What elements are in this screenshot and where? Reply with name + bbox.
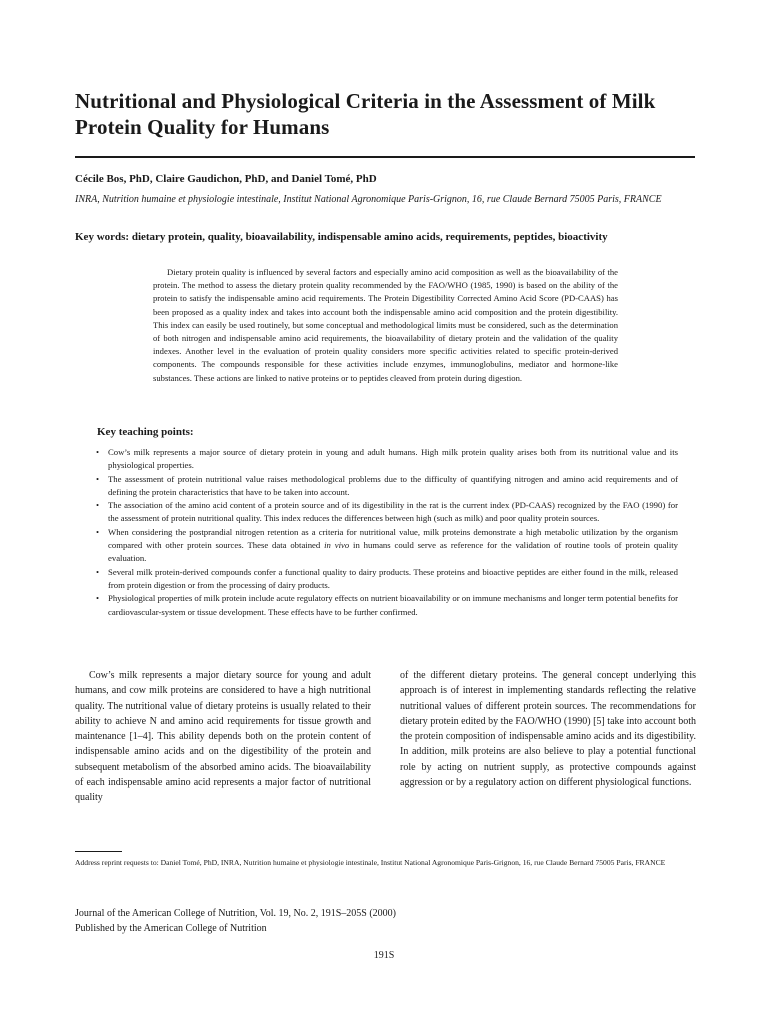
teaching-point [96, 526, 678, 566]
body-left-column: Cow’s milk represents a major dietary source for young and adult humans, and cow milk proteins are considered to have a high nutritional quality. The nutritional value of dietary proteins is usually related to their ability to achieve N and amino acid requirements for tissue growth and maintenance [1–4]. This ability depends both on the protein content of indispensable amino acids and on the digestibility of the protein and subsequent metabolism of the absorbed amino acids. The bioavailability of each indispensable amino acid represents a major factor of nutritional quality [75, 670, 371, 804]
bullet-icon: • [96, 566, 100, 577]
teaching-point-italic: in vivo [324, 540, 350, 551]
author-list: Cécile Bos, PhD, Claire Gaudichon, PhD, and Daniel Tomé, PhD [75, 173, 377, 185]
keywords: Key words: dietary protein, quality, bioavailability, indispensable amino acids, requirements, peptides, bioactivity [75, 231, 608, 243]
bullet-icon: • [96, 447, 100, 457]
publisher-line: Published by the American College of Nutrition [75, 923, 267, 934]
teaching-point [96, 446, 678, 473]
teaching-points-list [96, 446, 678, 619]
teaching-point-text-b: in humans could serve as reference for the validation of routine tools of protein quality evaluation. [108, 540, 678, 564]
teaching-point-text: Several milk protein-derived compounds confer a functional quality to dairy products. These proteins and bioactive peptides are either found in the milk, released from protein digestion or from the processing of dairy products. [108, 566, 678, 590]
teaching-points-heading: Key teaching points: [97, 426, 194, 438]
teaching-point [96, 592, 678, 619]
body-right-column: of the different dietary proteins. The general concept underlying this approach is of interest in implementing standards reflecting the relative nutritional values of different protein sources. The recommendations for dietary protein edited by the FAO/WHO (1990) [5] take into account both the protein composition of indispensable amino acids and its digestibility. In addition, milk proteins are also believe to play a potential functional role by acting on nutrient supply, as protective compounds against aggression or by a regulatory action on different physiological functions. [400, 670, 696, 789]
page-number: 191S [373, 950, 395, 961]
journal-citation [75, 906, 396, 936]
teaching-point-text: The assessment of protein nutritional value raises methodological problems due to the difficulty of quantifying nitrogen and amino acid requirements and of defining the protein characteristics that have to be taken into account. [108, 473, 678, 497]
teaching-point-text-a: When considering the postprandial nitrogen retention as a criteria for nutritional value, milk proteins demonstrate a high metabolic utilization by the organism compared with other protein sources. These data obtained [108, 526, 678, 551]
bullet-icon: • [96, 500, 100, 511]
footnote: Address reprint requests to: Daniel Tomé, PhD, INRA, Nutrition humaine et physiologie intestinale, Institut National Agronomique Paris-Grignon, 16, rue Claude Bernard 75005 Paris, FRANCE [75, 858, 666, 867]
article-title: Nutritional and Physiological Criteria in the Assessment of Milk Protein Quality for Humans [75, 89, 656, 139]
teaching-point [96, 473, 678, 500]
teaching-point [96, 566, 678, 593]
bullet-icon: • [96, 593, 100, 604]
teaching-point-text: Physiological properties of milk protein include acute regulatory effects on nutrient bioavailability or on immune mechanisms and longer term potential benefits for cardiovascular-system or tissue development. These effects have to be further confirmed. [108, 593, 678, 617]
teaching-point-text: The association of the amino acid content of a protein source and of its digestibility in the rat is the current index (PD-CAAS) recognized by the FAO (1990) for the assessment of protein nutritional quality. This index reduces the differences between high (such as milk) and poor quality protein sources. [108, 500, 678, 524]
bullet-icon: • [96, 526, 100, 537]
title-rule [75, 156, 695, 158]
abstract: Dietary protein quality is influenced by several factors and especially amino acid composition as well as the bioavailability of the protein. The method to assess the dietary protein quality recommended by the FAO/WHO (1985, 1990) is based on the ability of the protein to satisfy the indispensable amino acid requirements. The Protein Digestibility Corrected Amino Acid Score (PD-CAAS) has been proposed as a quality index and takes into account both the indispensable amino acid composition and the protein digestibility. This index can easily be used routinely, but some conceptual and methodological limits must be considered, such as the determination of both nitrogen and indispensable amino acid requirements, the bioavailability of dietary protein and the validation of the quality indexes. Another level in the evaluation of protein quality considers more specific activities related to specific protein-derived components. The compounds responsible for these activities include enzymes, immunoglobulins, mediator and hormone-like substances. These actions are linked to native proteins or to peptides cleaved from protein during digestion. [153, 267, 618, 383]
author-affiliation: INRA, Nutrition humaine et physiologie intestinale, Institut National Agronomique Paris-Grignon, 16, rue Claude Bernard 75005 Paris, FRANCE [75, 194, 662, 205]
teaching-point-text: Cow’s milk represents a major source of dietary protein in young and adult humans. High milk protein quality arises both from its nutritional value and its physiological properties. [108, 447, 678, 471]
bullet-icon: • [96, 473, 100, 484]
journal-line: Journal of the American College of Nutrition, Vol. 19, No. 2, 191S–205S (2000) [75, 908, 396, 919]
teaching-point [96, 499, 678, 526]
footnote-rule [75, 851, 122, 852]
